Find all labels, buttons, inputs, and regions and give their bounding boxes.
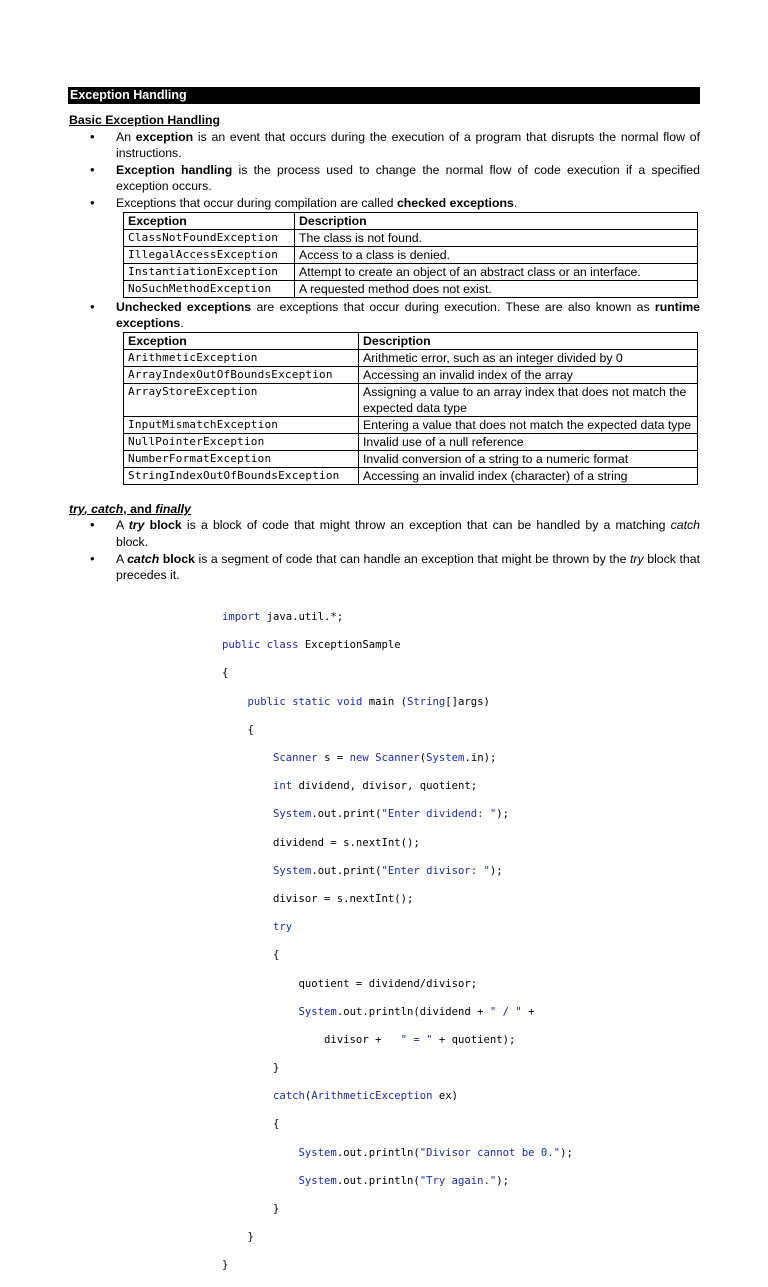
table-cell: Access to a class is denied.: [295, 246, 698, 263]
code-line: dividend = s.nextInt();: [222, 836, 420, 849]
table-cell: ArithmeticException: [124, 349, 359, 366]
table-row: [124, 416, 698, 433]
code-line: }: [222, 1259, 229, 1272]
code-line: }: [222, 1062, 280, 1075]
basic-heading: Basic Exception Handling: [69, 113, 221, 127]
code-line: quotient = dividend/divisor;: [222, 977, 478, 990]
code-line: }: [222, 1203, 280, 1216]
table-cell: Assigning a value to an array index that does not match the expected data type: [359, 383, 698, 416]
table-cell: A requested method does not exist.: [295, 280, 698, 297]
basic-list: [68, 129, 700, 212]
table-row: [124, 280, 698, 297]
list-item: • A try block is a block of code that might throw an exception that can be handled by a matching catch block.: [90, 517, 700, 549]
code-line: try: [273, 921, 293, 934]
section-title: Exception Handling: [68, 87, 700, 104]
table-cell: StringIndexOutOfBoundsException: [124, 467, 359, 484]
table-header: Description: [295, 212, 698, 229]
code-line: public class ExceptionSample: [222, 639, 401, 652]
list-item: • A catch block is a segment of code that can handle an exception that might be thrown by the try block that precedes it.: [90, 550, 701, 583]
code-line: System.out.println("Try again.");: [298, 1174, 510, 1187]
table-header-row: [124, 332, 698, 349]
table-row: [124, 349, 698, 366]
table-cell: IllegalAccessException: [124, 246, 295, 263]
table-row: [124, 467, 698, 484]
list-item: • Exceptions that occur during compilation are called checked exceptions.: [90, 194, 518, 210]
table-row: [124, 246, 698, 263]
table-row: [124, 383, 698, 416]
table-cell: ArrayStoreException: [124, 383, 359, 416]
table-cell: Accessing an invalid index of the array: [359, 366, 698, 383]
code-line: {: [222, 949, 280, 962]
code-line: System.out.println("Divisor cannot be 0.");: [298, 1146, 573, 1159]
trycatch-list: [68, 517, 700, 583]
table-cell: NumberFormatException: [124, 450, 359, 467]
code-line: {: [222, 723, 254, 736]
table-cell: Attempt to create an object of an abstract class or an interface.: [295, 263, 698, 280]
table-cell: The class is not found.: [295, 229, 698, 246]
unchecked-exceptions-table: [123, 332, 698, 485]
table-cell: ArrayIndexOutOfBoundsException: [124, 366, 359, 383]
table-cell: InputMismatchException: [124, 416, 359, 433]
checked-exceptions-table: [123, 212, 698, 298]
table-cell: Invalid conversion of a string to a numeric format: [359, 450, 698, 467]
table-header: Exception: [124, 212, 295, 229]
table-row: [124, 229, 698, 246]
table-cell: ClassNotFoundException: [124, 229, 295, 246]
list-item: • Exception handling is the process used to change the normal flow of code execution if a specified exception occurs.: [90, 161, 700, 194]
table-cell: Accessing an invalid index (character) of a string: [359, 467, 698, 484]
table-cell: Entering a value that does not match the expected data type: [359, 416, 698, 433]
table-header: Exception: [124, 332, 359, 349]
table-row: [124, 450, 698, 467]
unchecked-list: [68, 299, 700, 332]
table-header: Description: [359, 332, 698, 349]
list-item: • Unchecked exceptions are exceptions that occur during execution. These are also known as runtime exceptions.: [90, 298, 700, 331]
code-line: int dividend, divisor, quotient;: [273, 780, 478, 793]
code-line: System.out.println(dividend + " / " +: [298, 1005, 535, 1018]
code-sample: [222, 596, 573, 1287]
table-cell: Invalid use of a null reference: [359, 433, 698, 450]
table-row: [124, 366, 698, 383]
code-line: Scanner s = new Scanner(System.in);: [273, 752, 497, 765]
table-cell: NullPointerException: [124, 433, 359, 450]
table-header-row: [124, 212, 698, 229]
table-cell: NoSuchMethodException: [124, 280, 295, 297]
code-line: System.out.print("Enter divisor: ");: [273, 864, 503, 877]
code-line: {: [222, 1118, 280, 1131]
list-item: • An exception is an event that occurs during the execution of a program that disrupts the normal flow of instructions.: [90, 128, 700, 161]
code-line: public static void main (String[]args): [247, 695, 490, 708]
code-line: }: [222, 1231, 254, 1244]
code-line: System.out.print("Enter dividend: ");: [273, 808, 510, 821]
code-line: catch(ArithmeticException ex): [273, 1090, 459, 1103]
code-line: divisor = s.nextInt();: [222, 892, 414, 905]
code-line: import java.util.*;: [222, 611, 344, 624]
code-line: divisor + " = " + quotient);: [222, 1033, 516, 1046]
table-row: [124, 433, 698, 450]
trycatch-heading: try, catch, and finally: [69, 501, 191, 516]
table-row: [124, 263, 698, 280]
table-cell: InstantiationException: [124, 263, 295, 280]
document-page: [68, 87, 700, 584]
code-line: {: [222, 667, 229, 680]
table-cell: Arithmetic error, such as an integer divided by 0: [359, 349, 698, 366]
